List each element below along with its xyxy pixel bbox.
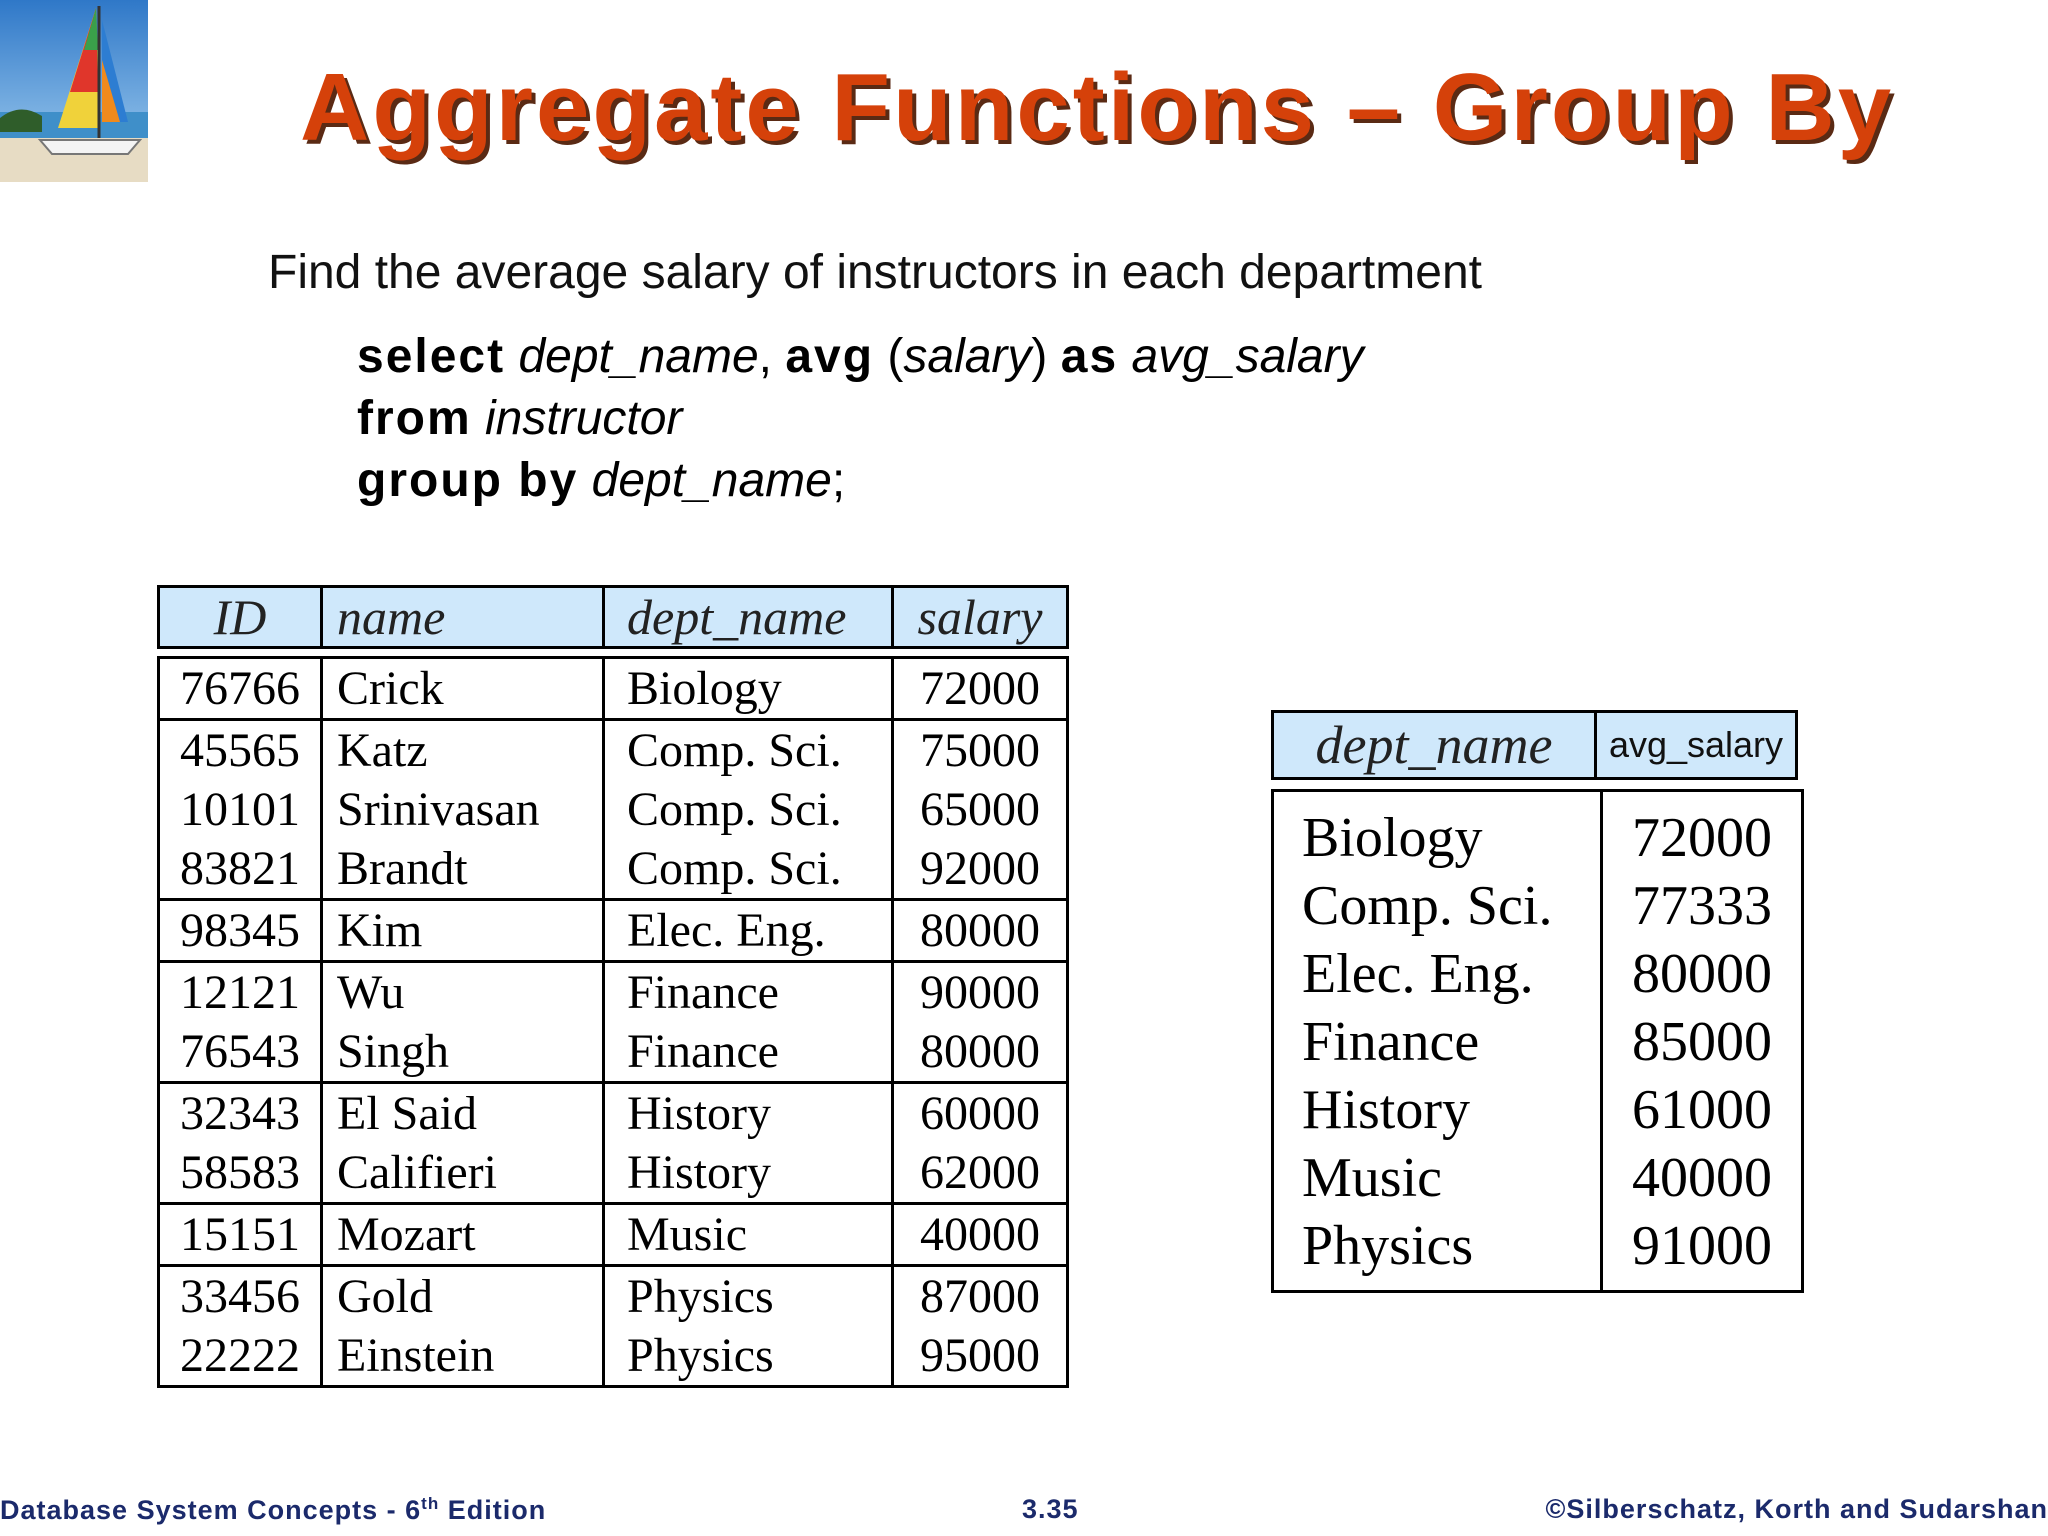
table-row	[1273, 1212, 1803, 1292]
cell-name: El Said	[322, 1083, 604, 1144]
cell-dept-name: Physics	[604, 1326, 893, 1387]
keyword-group-by: group by	[357, 454, 579, 507]
table-row	[1273, 1076, 1803, 1144]
cell-avg-salary: 77333	[1602, 872, 1803, 940]
field-salary: salary	[903, 330, 1032, 383]
header-row	[159, 587, 1068, 648]
cell-avg-salary: 72000	[1602, 791, 1803, 873]
header-row	[1273, 712, 1797, 779]
slide-title: Aggregate Functions – Group By	[300, 54, 1895, 161]
cell-dept-name: Finance	[1273, 1008, 1602, 1076]
header-avg-salary: avg_salary	[1596, 712, 1797, 779]
cell-id: 12121	[159, 962, 322, 1023]
slide-subtitle: Find the average salary of instructors in each department	[268, 246, 1482, 299]
query-line-group-by	[357, 450, 1364, 512]
cell-dept-name: Comp. Sci.	[604, 839, 893, 900]
header-dept-name: dept_name	[604, 587, 893, 648]
cell-id: 98345	[159, 900, 322, 962]
cell-name: Brandt	[322, 839, 604, 900]
cell-id: 83821	[159, 839, 322, 900]
footer-copyright: ©Silberschatz, Korth and Sudarshan	[1545, 1494, 2048, 1524]
cell-id: 45565	[159, 720, 322, 781]
header-id: ID	[159, 587, 322, 648]
field-dept-name: dept_name	[591, 454, 832, 507]
cell-salary: 95000	[893, 1326, 1068, 1387]
keyword-from: from	[357, 392, 472, 445]
cell-id: 22222	[159, 1326, 322, 1387]
open-paren: (	[887, 330, 904, 383]
cell-name: Crick	[322, 658, 604, 720]
cell-name: Srinivasan	[322, 780, 604, 839]
cell-avg-salary: 85000	[1602, 1008, 1803, 1076]
table-row	[1273, 940, 1803, 1008]
cell-dept-name: History	[1273, 1076, 1602, 1144]
cell-dept-name: Physics	[604, 1266, 893, 1327]
table-row	[1273, 1008, 1803, 1076]
comma: ,	[758, 330, 772, 383]
cell-avg-salary: 40000	[1602, 1144, 1803, 1212]
close-paren: )	[1031, 330, 1048, 383]
query-line-from	[357, 388, 1364, 450]
cell-id: 10101	[159, 780, 322, 839]
cell-dept-name: History	[604, 1143, 893, 1204]
sql-query	[357, 326, 1364, 512]
cell-name: Califieri	[322, 1143, 604, 1204]
cell-dept-name: Physics	[1273, 1212, 1602, 1292]
result-table-header	[1271, 710, 1798, 780]
table-row	[1273, 872, 1803, 940]
cell-name: Katz	[322, 720, 604, 781]
table-row	[159, 839, 1068, 900]
cell-salary: 75000	[893, 720, 1068, 781]
footer-book-title	[0, 1494, 546, 1526]
table-instructor: instructor	[485, 392, 683, 445]
cell-salary: 92000	[893, 839, 1068, 900]
field-dept-name: dept_name	[518, 330, 759, 383]
semicolon: ;	[831, 454, 846, 507]
alias-avg-salary: avg_salary	[1131, 330, 1364, 383]
table-row	[159, 1143, 1068, 1204]
header-salary: salary	[893, 587, 1068, 648]
table-row	[159, 962, 1068, 1023]
cell-dept-name: Comp. Sci.	[604, 720, 893, 781]
keyword-avg: avg	[785, 330, 875, 383]
cell-name: Wu	[322, 962, 604, 1023]
footer-edition-suffix: th	[421, 1494, 440, 1513]
cell-salary: 62000	[893, 1143, 1068, 1204]
footer-book-name: Database System Concepts - 6	[0, 1495, 422, 1525]
cell-salary: 40000	[893, 1204, 1068, 1266]
table-row	[159, 1022, 1068, 1083]
cell-salary: 80000	[893, 900, 1068, 962]
cell-avg-salary: 61000	[1602, 1076, 1803, 1144]
keyword-as: as	[1060, 330, 1119, 383]
table-row	[159, 780, 1068, 839]
table-row	[159, 1083, 1068, 1144]
cell-id: 76766	[159, 658, 322, 720]
table-row	[1273, 791, 1803, 873]
cell-avg-salary: 91000	[1602, 1212, 1803, 1292]
table-row	[159, 658, 1068, 720]
cell-id: 33456	[159, 1266, 322, 1327]
cell-name: Gold	[322, 1266, 604, 1327]
cell-dept-name: Music	[604, 1204, 893, 1266]
header-name: name	[322, 587, 604, 648]
cell-dept-name: Elec. Eng.	[604, 900, 893, 962]
cell-dept-name: Finance	[604, 1022, 893, 1083]
cell-dept-name: Comp. Sci.	[604, 780, 893, 839]
sailboat-picture	[0, 0, 148, 182]
cell-id: 15151	[159, 1204, 322, 1266]
table-row	[159, 900, 1068, 962]
cell-dept-name: Comp. Sci.	[1273, 872, 1602, 940]
table-row	[159, 1204, 1068, 1266]
table-row	[159, 1266, 1068, 1327]
keyword-select: select	[357, 330, 506, 383]
cell-id: 76543	[159, 1022, 322, 1083]
header-dept-name: dept_name	[1273, 712, 1596, 779]
cell-id: 32343	[159, 1083, 322, 1144]
cell-name: Kim	[322, 900, 604, 962]
cell-dept-name: Elec. Eng.	[1273, 940, 1602, 1008]
cell-salary: 72000	[893, 658, 1068, 720]
cell-id: 58583	[159, 1143, 322, 1204]
cell-salary: 80000	[893, 1022, 1068, 1083]
result-table	[1271, 789, 1804, 1293]
table-row	[159, 1326, 1068, 1387]
cell-avg-salary: 80000	[1602, 940, 1803, 1008]
cell-dept-name: Music	[1273, 1144, 1602, 1212]
footer-page-number: 3.35	[1022, 1494, 1079, 1524]
instructor-table-header	[157, 585, 1069, 649]
cell-salary: 90000	[893, 962, 1068, 1023]
footer-edition-word: Edition	[439, 1495, 547, 1525]
table-row	[1273, 1144, 1803, 1212]
cell-dept-name: Biology	[1273, 791, 1602, 873]
query-line-select	[357, 326, 1364, 388]
cell-salary: 87000	[893, 1266, 1068, 1327]
cell-dept-name: Finance	[604, 962, 893, 1023]
cell-dept-name: Biology	[604, 658, 893, 720]
instructor-table	[157, 656, 1069, 1388]
cell-name: Mozart	[322, 1204, 604, 1266]
table-row	[159, 720, 1068, 781]
cell-salary: 60000	[893, 1083, 1068, 1144]
cell-name: Singh	[322, 1022, 604, 1083]
cell-dept-name: History	[604, 1083, 893, 1144]
cell-name: Einstein	[322, 1326, 604, 1387]
cell-salary: 65000	[893, 780, 1068, 839]
sailboat-logo-image	[0, 0, 148, 182]
